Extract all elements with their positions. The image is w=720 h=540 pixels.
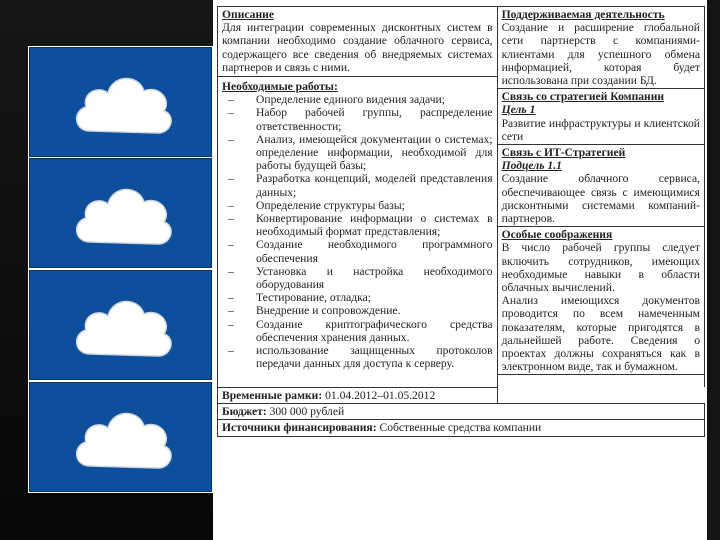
timeframe-value: 01.04.2012–01.05.2012 xyxy=(322,388,436,402)
strategy-goal-text: Развитие инфраструктуры и клиентской сети xyxy=(501,116,700,143)
it-strategy-goal-text: Создание облачного сервиса, обеспечивающее связь с имеющимися дисконтными системами компаний-партнеров. xyxy=(501,172,700,226)
funding-value: Собственные средства компании xyxy=(376,421,542,435)
considerations-text-1: В число рабочей группы следует включить сотрудников, имеющих необходимые навыки в области облачных вычислений. xyxy=(501,241,700,295)
considerations-text-2: Анализ имеющихся документов проводится по всем намеченным показателям, которые пригодятся в дальнейшей работе. Сведения о проектах должны сохраняться как в электронном виде, так и бумажном. xyxy=(501,294,700,374)
list-item: – Определение единого видения задачи; xyxy=(222,93,493,106)
funding-cell xyxy=(218,420,705,436)
budget-value: 300 000 рублей xyxy=(266,405,345,419)
cloud-panel xyxy=(29,382,212,492)
considerations-cell xyxy=(497,227,704,375)
list-item: – использование защищенных протоколов передачи данных для доступа к серверу. xyxy=(222,344,493,370)
budget-cell xyxy=(218,404,705,420)
activity-text: Создание и расширение глобальной сети партнерств с компаниями-клиентами для успешного обмена информацией, которая будет использована при создании БД. xyxy=(501,21,700,88)
timeframe-label: Временные рамки: xyxy=(222,388,323,402)
works-heading: Необходимые работы: xyxy=(222,80,338,94)
cloud-icon xyxy=(68,61,178,145)
cloud-panel xyxy=(29,47,212,157)
activity-cell xyxy=(497,7,704,89)
project-card-table xyxy=(217,6,705,437)
works-list xyxy=(222,93,493,370)
cloud-icon xyxy=(68,284,178,368)
strategy-cell xyxy=(497,89,704,145)
page-right-edge xyxy=(707,0,720,540)
activity-heading: Поддерживаемая деятельность xyxy=(501,8,665,21)
list-item: – Тестирование, отладка; xyxy=(222,291,493,304)
description-text: Для интеграции современных дисконтных систем в компании необходимо создание облачного сервиса, содержащего все сведения об внедряемых системах партнеров и связь с ними. xyxy=(222,21,493,74)
cloud-panel xyxy=(29,158,212,268)
list-item: – Анализ, имеющейся документации о системах; определение информации, необходимой для работы будущей базы; xyxy=(222,133,493,173)
strategy-goal-label: Цель 1 xyxy=(501,103,536,117)
blank-cell xyxy=(497,387,704,403)
funding-label: Источники финансирования: xyxy=(222,421,377,435)
list-item: – Создание необходимого программного обеспечения xyxy=(222,238,493,264)
it-strategy-goal-label: Подцель 1.1 xyxy=(501,159,562,173)
list-item: – Набор рабочей группы, распределение ответственности; xyxy=(222,106,493,132)
cloud-icon xyxy=(68,396,178,480)
left-column-cell xyxy=(218,7,498,388)
list-item: – Внедрение и сопровождение. xyxy=(222,304,493,317)
empty-cell xyxy=(497,375,704,388)
considerations-heading: Особые соображения xyxy=(501,228,613,242)
budget-label: Бюджет: xyxy=(222,405,267,419)
description-heading: Описание xyxy=(222,8,274,21)
cloud-panels-column xyxy=(28,46,213,493)
cloud-panel xyxy=(29,270,212,380)
it-strategy-cell xyxy=(497,145,704,227)
document-page xyxy=(213,0,720,540)
cloud-icon xyxy=(68,172,178,256)
list-item: – Установка и настройка необходимого оборудования xyxy=(222,265,493,291)
list-item: – Создание криптографического средства обеспечения хранения данных. xyxy=(222,318,493,344)
strategy-heading: Связь со стратегией Компании xyxy=(501,90,665,104)
list-item: – Разработка концепций, моделей представления данных; xyxy=(222,172,493,198)
timeframe-cell xyxy=(218,387,498,403)
list-item: – Определение структуры базы; xyxy=(222,199,493,212)
list-item: – Конвертирование информации о системах в необходимый формат представления; xyxy=(222,212,493,238)
it-strategy-heading: Связь с ИТ-Стратегией xyxy=(501,146,626,160)
